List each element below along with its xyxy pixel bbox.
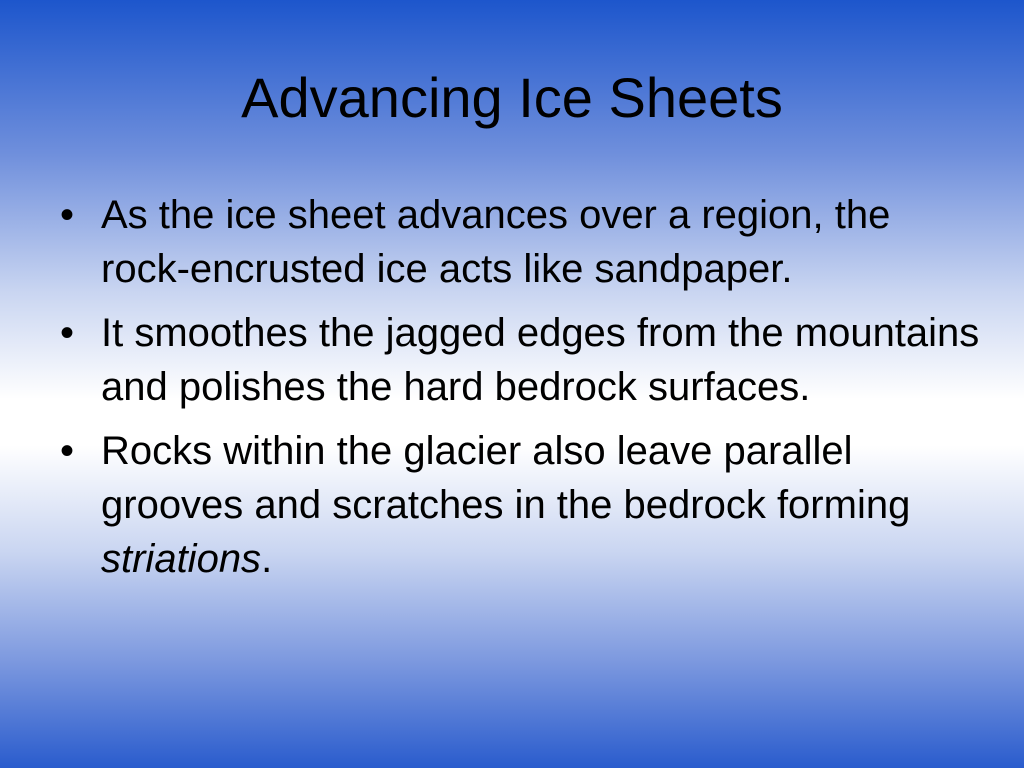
bullet-icon: • [60, 311, 75, 355]
bullet-text: As the ice sheet advances over a region, the rock-encrusted ice acts like sandpaper. [101, 193, 891, 291]
slide-title: Advancing Ice Sheets [241, 66, 783, 129]
bullet-text [101, 429, 910, 581]
bullet-text: It smoothes the jagged edges from the mountains and polishes the hard bedrock surfaces. [101, 311, 980, 409]
striations-term: striations [101, 537, 262, 581]
bullet-icon: • [60, 193, 75, 237]
bullet-item [60, 188, 980, 296]
bullet-text-after: . [261, 537, 273, 581]
bullet-text-before: Rocks within the glacier also leave parallel grooves and scratches in the bedrock forming [101, 429, 911, 527]
bullet-list [60, 188, 980, 596]
bullet-item [60, 306, 980, 414]
bullet-item [60, 424, 980, 586]
bullet-icon: • [60, 429, 75, 473]
